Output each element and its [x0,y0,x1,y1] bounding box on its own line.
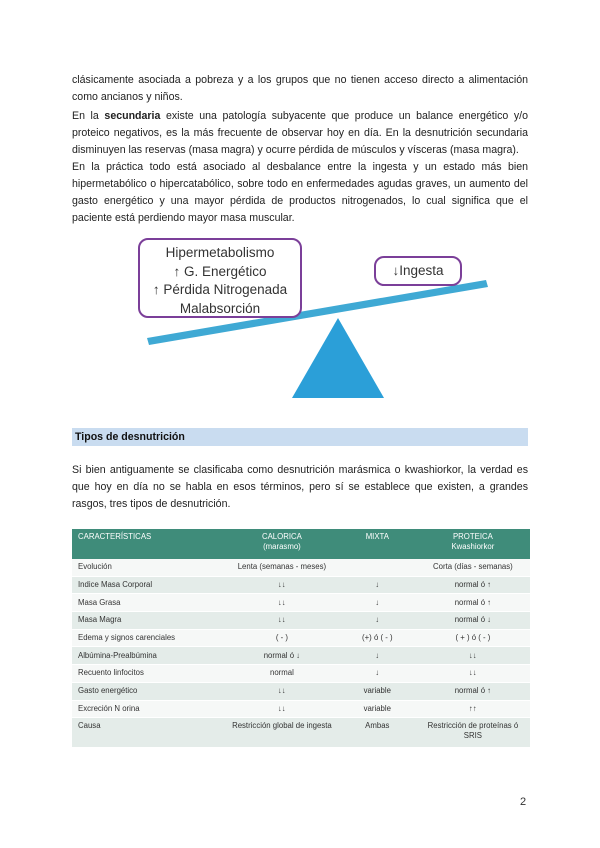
table-cell: Gasto energético [72,682,225,700]
table-cell: Indice Masa Corporal [72,576,225,594]
table-cell: normal ó ↑ [416,682,530,700]
ingesta-box [374,256,462,286]
table-header-row [72,529,530,559]
table-cell: normal ó ↑ [416,594,530,612]
table-cell: ↓ [339,576,416,594]
table-cell: ↓↓ [225,682,339,700]
header-label: CALORICA [261,532,302,541]
table-cell: ↓↓ [225,700,339,718]
table-cell [339,559,416,576]
paragraph-text: En la práctica todo está asociado al desbalance entre la ingesta y un estado más bien hipermetabólico o hipercatabólico, sobre todo en enfermedades agudas graves, un aumento del gasto energético y una mayor pérdida de productos nitrogenados, lo cual significa que el paciente está perdiendo mayor masa muscular. [72,161,528,224]
paragraph-text-post: existe una patología subyacente que produce un balance energético y/o proteico negativos, es la más frecuente de observar hoy en día. En la desnutrición secundaria disminuyen las reservas (masa magra) y ocurre pérdida de músculos y vísceras (masa magra). [72,110,529,156]
page-number: 2 [520,796,527,808]
table-cell: ( + ) ó ( - ) [416,629,530,647]
table-cell: Masa Magra [72,612,225,630]
header-mixta [339,529,416,559]
table-cell: ( - ) [225,629,339,647]
table-cell: normal ó ↓ [416,612,530,630]
table-row [72,647,530,665]
table-cell: ↓↓ [225,612,339,630]
section-title: Tipos de desnutrición [75,431,185,443]
bold-term-secundaria: secundaria [104,110,161,122]
factors-box [138,238,302,318]
paragraph-text-pre: En la [72,110,105,122]
header-caracteristicas [72,529,225,559]
table-cell: normal ó ↓ [225,647,339,665]
table-cell: Edema y signos carenciales [72,629,225,647]
table-row [72,682,530,700]
table-cell: ↑↑ [416,700,530,718]
table-cell: Corta (días - semanas) [416,559,530,576]
table-cell: Masa Grasa [72,594,225,612]
table-cell: variable [339,700,416,718]
header-sublabel: Kwashiorkor [451,542,495,551]
table-row [72,576,530,594]
factor-gasto-energetico: ↑ G. Energético [173,263,267,279]
table-cell: variable [339,682,416,700]
table-row [72,700,530,718]
table-cell: (+) ó ( - ) [339,629,416,647]
table-cell: ↓ [339,594,416,612]
table-cell: ↓↓ [416,647,530,665]
ingesta-label: ↓Ingesta [392,263,444,278]
factor-malabsorcion: Malabsorción [179,300,261,316]
table-cell: Lenta (semanas - meses) [225,559,339,576]
table-cell: ↓ [339,612,416,630]
table-cell: Causa [72,718,225,748]
header-label: PROTEICA [452,532,493,541]
table-cell: Restricción de proteínas ó SRIS [416,718,530,748]
table-cell: ↓↓ [225,576,339,594]
header-label: MIXTA [365,532,389,541]
factor-perdida-nitrogenada: ↑ Pérdida Nitrogenada [152,282,288,297]
table-row [72,594,530,612]
table-cell: Excreción N orina [72,700,225,718]
table-row [72,718,530,748]
table-row [72,559,530,576]
header-label: CARACTERÍSTICAS [78,532,152,541]
table-cell: Ambas [339,718,416,748]
table-row [72,612,530,630]
seesaw-fulcrum-triangle [292,318,384,398]
table-row [72,629,530,647]
header-sublabel: (marasmo) [263,542,301,551]
table-cell: Restricción global de ingesta [225,718,339,748]
table-cell: ↓↓ [416,665,530,683]
table-row [72,665,530,683]
table-cell: Albúmina-Prealbúmina [72,647,225,665]
table-cell: normal [225,665,339,683]
table-cell: ↓↓ [225,594,339,612]
paragraph-types-intro [72,462,528,513]
table-cell: normal ó ↑ [416,576,530,594]
table-cell: Evolución [72,559,225,576]
malnutrition-types-table [72,529,530,748]
table-cell: Recuento linfocitos [72,665,225,683]
header-proteica [416,529,530,559]
seesaw-diagram [0,0,600,420]
factor-hipermetabolismo: Hipermetabolismo [165,245,275,260]
paragraph-text: clásicamente asociada a pobreza y a los grupos que no tienen acceso directo a alimentación como ancianos y niños. [72,74,528,103]
paragraph-text: Si bien antiguamente se clasificaba como desnutrición marásmica o kwashiorkor, la verdad es que hoy en día no se habla en esos términos, pero sí se establece que existen, a grandes rasgos, tres tipos de desnutrición. [72,464,528,510]
header-calorica [225,529,339,559]
table-cell: ↓ [339,647,416,665]
table-cell: ↓ [339,665,416,683]
